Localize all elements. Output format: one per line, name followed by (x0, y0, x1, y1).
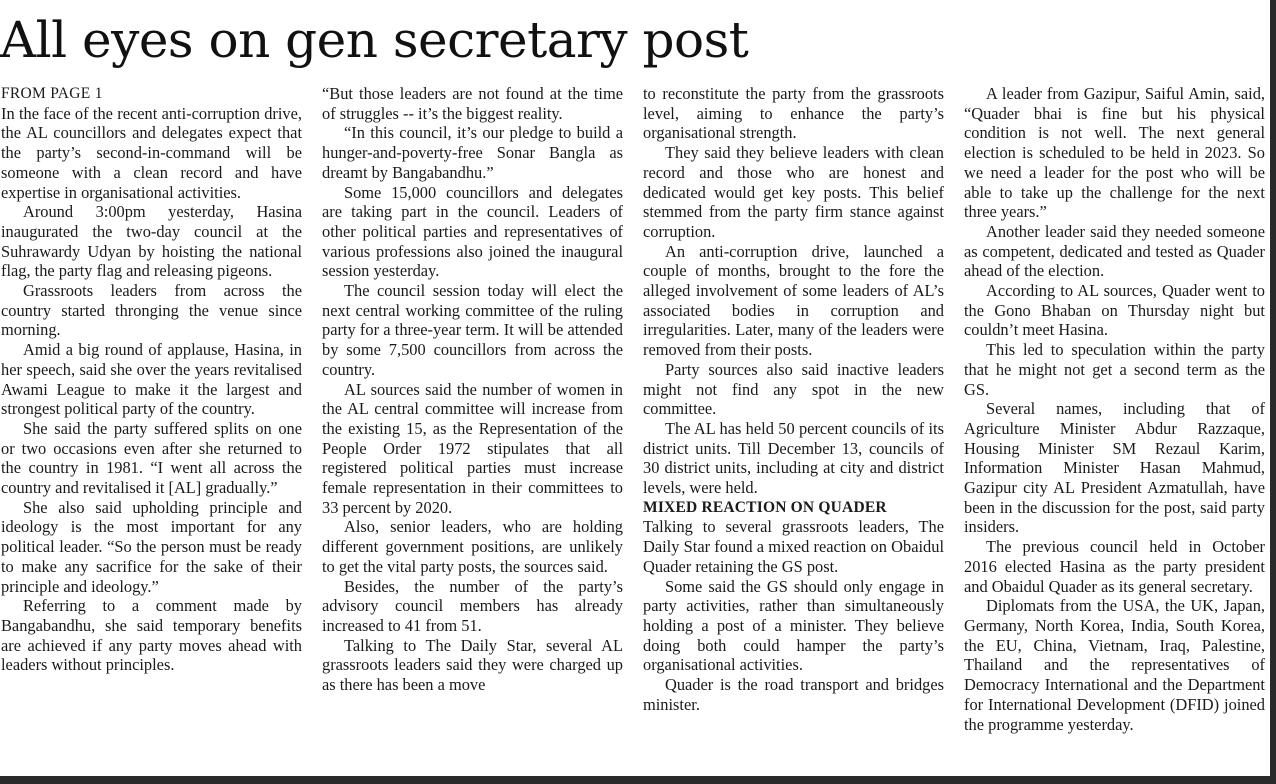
paragraph: Quader is the road transport and bridges minister. (643, 675, 944, 714)
scan-edge-right (1270, 0, 1276, 784)
article-column-2 (322, 84, 623, 776)
paragraph: “In this council, it’s our pledge to build a hunger-and-poverty-free Sonar Bangla as dreamt by Bangabandhu.” (322, 123, 623, 182)
paragraph: Some 15,000 councillors and delegates are taking part in the council. Leaders of other political parties and representatives of various professions also joined the inaugural session yesterday. (322, 182, 623, 281)
paragraph: She also said upholding principle and ideology is the most important for any political leader. “So the person must be ready to make any sacrifice for the sake of their principle and ideology.” (1, 497, 302, 596)
paragraph: Amid a big round of applause, Hasina, in her speech, said she over the years revitalised Awami League to make it the largest and strongest political party of the country. (1, 340, 302, 419)
paragraph: Diplomats from the USA, the UK, Japan, Germany, North Korea, India, South Korea, the EU, China, Vietnam, Iraq, Palestine, Thailand and the representatives of Democracy International and the Department for International Development (DFID) joined the programme yesterday. (964, 596, 1265, 734)
paragraph: Talking to The Daily Star, several AL grassroots leaders said they were charged up as there has been a move (322, 635, 623, 695)
article-column-4 (964, 84, 1265, 776)
jump-line: FROM PAGE 1 (1, 85, 103, 102)
paragraph: An anti-corruption drive, launched a couple of months, brought to the fore the alleged involvement of some leaders of AL’s associated bodies in corruption and irregularities. Later, many of the leaders were removed from their posts. (643, 241, 944, 360)
article-headline: All eyes on gen secretary post (0, 11, 749, 69)
paragraph: Another leader said they needed someone as competent, dedicated and tested as Quader ahead of the election. (964, 221, 1265, 281)
paragraph: Also, senior leaders, who are holding different government positions, are unlikely to get the vital party posts, the sources said. (322, 517, 623, 576)
paragraph: Party sources also said inactive leaders might not find any spot in the new committee. (643, 359, 944, 419)
paragraph: Referring to a comment made by Bangabandhu, she said temporary benefits are achieved if any party moves ahead with leaders without principles. (1, 596, 302, 675)
article-column-3 (643, 84, 944, 776)
paragraph: AL sources said the number of women in the AL central committee will increase from the existing 15, as the Representation of the People Order 1972 stipulates that all registered political parties must increase female representation in their committees to 33 percent by 2020. (322, 379, 623, 517)
paragraph: In the face of the recent anti-corruption drive, the AL councillors and delegates expect that the party’s second-in-command will be someone with a clean record and have expertise in organisational activities. (1, 103, 302, 202)
paragraph: Several names, including that of Agriculture Minister Abdur Razzaque, Housing Minister SM Rezaul Karim, Information Minister Hasan Mahmud, Gazipur city AL President Azmatullah, have been in the discussion for the post, said party insiders. (964, 399, 1265, 537)
paragraph: According to AL sources, Quader went to the Gono Bhaban on Thursday night but couldn’t meet Hasina. (964, 281, 1265, 340)
paragraph: to reconstitute the party from the grassroots level, aiming to enhance the party’s organisational strength. (643, 84, 944, 143)
paragraph: This led to speculation within the party that he might not get a second term as the GS. (964, 340, 1265, 399)
paragraph: Talking to several grassroots leaders, The Daily Star found a mixed reaction on Obaidul Quader retaining the GS post. (643, 517, 944, 576)
paragraph: The AL has held 50 percent councils of its district units. Till December 13, councils of 30 district units, including at city and district levels, were held. (643, 418, 944, 498)
paragraph: She said the party suffered splits on one or two occasions even after she returned to the country in 1981. “I went all across the country and revitalised it [AL] gradually.” (1, 418, 302, 498)
paragraph: Some said the GS should only engage in party activities, rather than simultaneously holding a post of a minister. They believe doing both could hamper the party’s organisational activities. (643, 576, 944, 675)
article-body (0, 84, 1266, 776)
scan-edge-bottom (0, 776, 1276, 784)
paragraph: A leader from Gazipur, Saiful Amin, said, “Quader bhai is fine but his physical condition is not well. The next general election is scheduled to be held in 2023. So we need a leader for the post who will be able to take up the challenge for the next three years.” (964, 84, 1265, 222)
section-subhead: MIXED REACTION ON QUADER (643, 498, 887, 516)
paragraph: Grassroots leaders from across the country started thronging the venue since morning. (1, 281, 302, 340)
paragraph: Besides, the number of the party’s advisory council members has already increased to 41 from 51. (322, 576, 623, 635)
paragraph: The council session today will elect the next central working committee of the ruling party for a three-year term. It will be attended by some 7,500 councillors from across the country. (322, 281, 623, 379)
paragraph: “But those leaders are not found at the time of struggles -- it’s the biggest reality. (322, 84, 623, 123)
article-column-1 (1, 84, 302, 776)
paragraph: The previous council held in October 2016 elected Hasina as the party president and Obaidul Quader as its general secretary. (964, 537, 1265, 596)
paragraph: Around 3:00pm yesterday, Hasina inaugurated the two-day council at the Suhrawardy Udyan by hoisting the national flag, the party flag and releasing pigeons. (1, 202, 302, 281)
paragraph: They said they believe leaders with clean record and those who are honest and dedicated would get key posts. This belief stemmed from the party firm stance against corruption. (643, 143, 944, 241)
